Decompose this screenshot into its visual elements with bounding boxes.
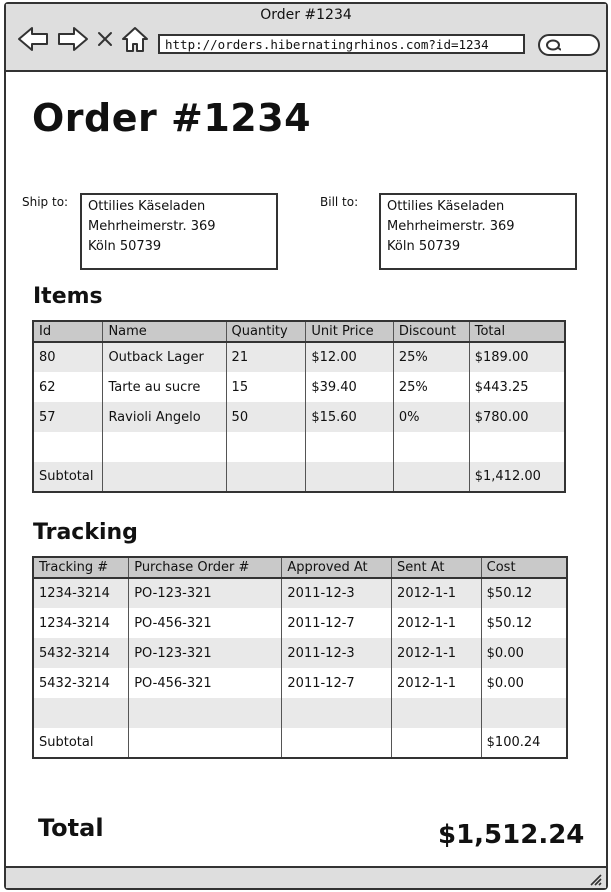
table-cell [481,698,567,728]
column-header[interactable]: Quantity [226,321,306,342]
tracking-table [32,556,568,759]
column-header[interactable]: Id [33,321,103,342]
table-cell [103,432,226,462]
table-row[interactable] [33,608,567,638]
table-cell: 2012-1-1 [392,638,482,668]
table-row[interactable] [33,372,565,402]
arrow-right-icon [56,24,90,54]
table-cell: PO-456-321 [129,668,282,698]
table-cell: 2011-12-3 [282,578,392,608]
table-cell: 62 [33,372,103,402]
tracking-heading: Tracking [33,520,138,545]
table-cell: $0.00 [481,638,567,668]
table-cell [226,462,306,492]
table-cell: 50 [226,402,306,432]
table-cell [306,432,394,462]
home-icon [120,24,150,54]
column-header[interactable]: Cost [481,557,567,578]
table-row-empty [33,698,567,728]
bill-to-line-1: Ottilies Käseladen [387,199,505,214]
table-cell: 15 [226,372,306,402]
subtotal-value: $1,412.00 [469,462,565,492]
table-row-empty [33,432,565,462]
table-cell: 25% [393,342,469,372]
table-cell: $50.12 [481,608,567,638]
table-row[interactable] [33,668,567,698]
column-header[interactable]: Total [469,321,565,342]
ship-to-address [80,193,278,270]
table-cell [33,432,103,462]
table-cell [282,728,392,758]
stop-button[interactable] [94,24,116,54]
items-heading: Items [33,284,103,309]
table-cell: $50.12 [481,578,567,608]
table-cell [282,698,392,728]
items-header-row [33,321,565,342]
table-cell [129,698,282,728]
table-cell: 0% [393,402,469,432]
table-cell: Outback Lager [103,342,226,372]
items-subtotal-row [33,462,565,492]
table-cell [392,698,482,728]
total-value: $1,512.24 [438,820,585,850]
table-cell: 2012-1-1 [392,608,482,638]
column-header[interactable]: Tracking # [33,557,129,578]
table-cell: 2012-1-1 [392,578,482,608]
ship-to-line-3: Köln 50739 [88,239,162,254]
table-cell [392,728,482,758]
table-cell [393,432,469,462]
search-field[interactable] [538,34,600,56]
column-header[interactable]: Sent At [392,557,482,578]
table-cell: Ravioli Angelo [103,402,226,432]
table-cell [393,462,469,492]
table-cell [129,728,282,758]
page-title: Order #1234 [32,96,312,140]
table-cell: 5432-3214 [33,638,129,668]
bill-to-label: Bill to: [320,195,359,209]
table-cell: 2012-1-1 [392,668,482,698]
table-cell: $12.00 [306,342,394,372]
table-cell [226,432,306,462]
close-icon [94,24,116,54]
subtotal-label: Subtotal [33,462,103,492]
bill-to-address [379,193,577,270]
table-row[interactable] [33,402,565,432]
forward-button[interactable] [56,24,90,54]
table-cell: Tarte au sucre [103,372,226,402]
column-header[interactable]: Approved At [282,557,392,578]
status-bar [6,866,606,888]
table-cell: PO-456-321 [129,608,282,638]
ship-to-line-2: Mehrheimerstr. 369 [88,219,216,234]
search-icon [545,38,561,52]
table-cell [33,698,129,728]
column-header[interactable]: Purchase Order # [129,557,282,578]
table-cell [103,462,226,492]
table-cell: 2011-12-3 [282,638,392,668]
bill-to-line-3: Köln 50739 [387,239,461,254]
table-cell: $189.00 [469,342,565,372]
column-header[interactable]: Discount [393,321,469,342]
ship-to-label: Ship to: [22,195,69,209]
subtotal-label: Subtotal [33,728,129,758]
table-row[interactable] [33,342,565,372]
table-cell [469,432,565,462]
table-cell: 80 [33,342,103,372]
items-table [32,320,566,493]
resize-grip-icon[interactable] [588,872,602,886]
bill-to-line-2: Mehrheimerstr. 369 [387,219,515,234]
arrow-left-icon [16,24,50,54]
table-cell [306,462,394,492]
table-cell: 5432-3214 [33,668,129,698]
table-cell: $39.40 [306,372,394,402]
table-cell: PO-123-321 [129,578,282,608]
table-cell: 21 [226,342,306,372]
back-button[interactable] [16,24,50,54]
tracking-header-row [33,557,567,578]
table-row[interactable] [33,638,567,668]
table-cell: PO-123-321 [129,638,282,668]
browser-titlebar [6,4,606,72]
table-cell: 2011-12-7 [282,608,392,638]
table-cell: $443.25 [469,372,565,402]
column-header[interactable]: Name [103,321,226,342]
table-cell: 1234-3214 [33,578,129,608]
table-cell: 57 [33,402,103,432]
total-label: Total [38,814,104,842]
table-cell: $780.00 [469,402,565,432]
table-cell: 25% [393,372,469,402]
table-cell: 2011-12-7 [282,668,392,698]
tracking-subtotal-row [33,728,567,758]
address-bar[interactable]: http://orders.hibernatingrhinos.com?id=1234 [158,34,525,54]
table-cell: $15.60 [306,402,394,432]
home-button[interactable] [120,24,150,54]
subtotal-value: $100.24 [481,728,567,758]
table-cell: 1234-3214 [33,608,129,638]
column-header[interactable]: Unit Price [306,321,394,342]
ship-to-line-1: Ottilies Käseladen [88,199,206,214]
table-row[interactable] [33,578,567,608]
table-cell: $0.00 [481,668,567,698]
window-title: Order #1234 [260,7,352,23]
